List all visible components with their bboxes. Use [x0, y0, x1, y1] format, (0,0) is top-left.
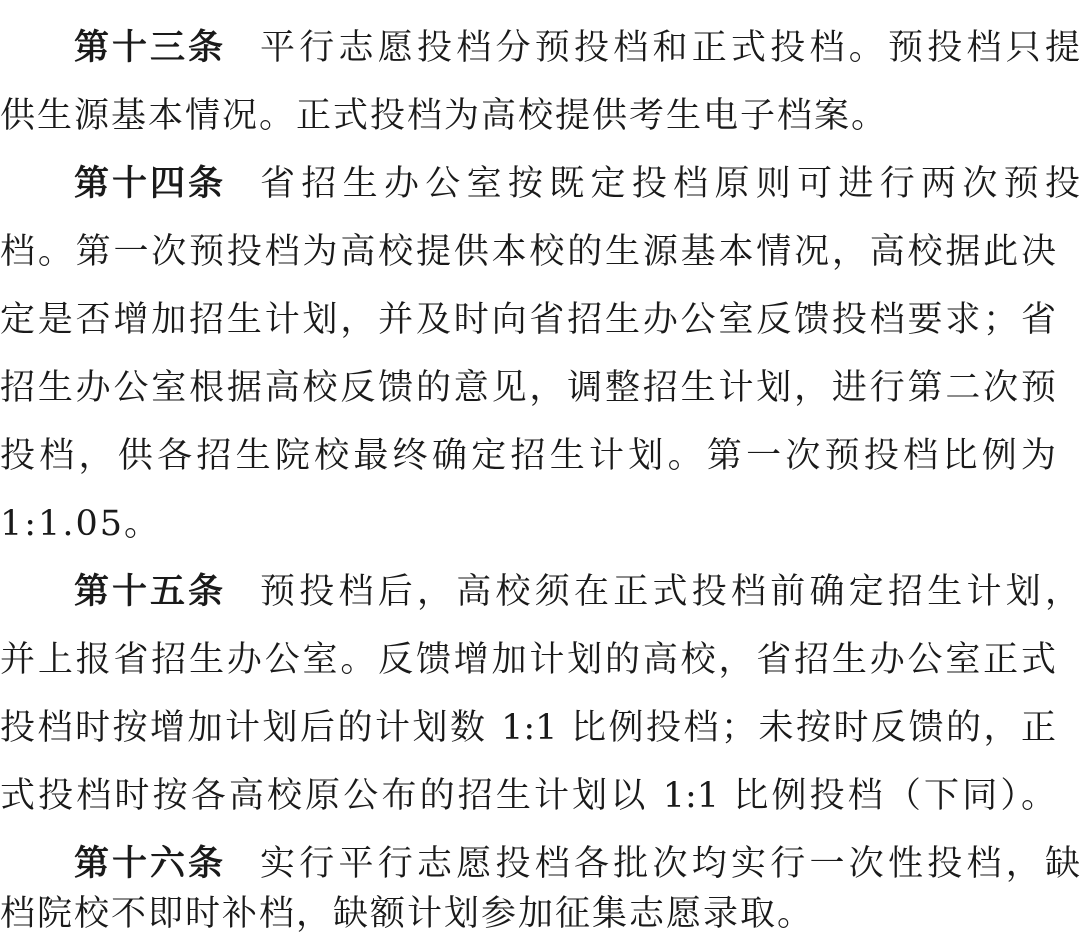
article-14-text-4: 招生办公室根据高校反馈的意见，调整招生计划，进行第二次预 — [0, 368, 1056, 408]
article-15-line-2 — [0, 626, 1080, 694]
article-14-line-6 — [0, 490, 1080, 558]
article-15-text-3: 投档时按增加计划后的计划数 1:1 比例投档；未按时反馈的，正 — [0, 708, 1056, 748]
article-14-line-2 — [0, 218, 1080, 286]
article-14-line-5 — [0, 422, 1080, 490]
article-14-text-5: 投档，供各招生院校最终确定招生计划。第一次预投档比例为 — [0, 436, 1056, 476]
article-15-line-1 — [0, 558, 1080, 626]
article-16-text-1: 实行平行志愿投档各批次均实行一次性投档，缺 — [260, 844, 1080, 884]
article-14-line-3 — [0, 286, 1080, 354]
article-16-line-2 — [0, 880, 1080, 948]
article-13-text-2: 供生源基本情况。正式投档为高校提供考生电子档案。 — [0, 96, 889, 136]
article-16-text-2: 档院校不即时补档，缺额计划参加征集志愿录取。 — [0, 894, 815, 934]
article-15-line-4 — [0, 762, 1080, 830]
article-14-line-4 — [0, 354, 1080, 422]
article-13-label: 第十三条 — [74, 27, 227, 68]
article-14-text-6: 1:1.05。 — [0, 504, 161, 544]
article-16-label: 第十六条 — [74, 843, 227, 884]
article-14-text-1: 省招生办公室按既定投档原则可进行两次预投 — [260, 164, 1080, 204]
article-13-line-2 — [0, 82, 1080, 150]
article-14-label: 第十四条 — [74, 163, 227, 204]
article-13-line-1 — [0, 14, 1080, 82]
article-15-label: 第十五条 — [74, 571, 227, 612]
article-14-line-1 — [0, 150, 1080, 218]
article-15-text-2: 并上报省招生办公室。反馈增加计划的高校，省招生办公室正式 — [0, 640, 1056, 680]
article-15-line-3 — [0, 694, 1080, 762]
article-14-text-2: 档。第一次预投档为高校提供本校的生源基本情况，高校据此决 — [0, 232, 1056, 272]
article-15-text-4: 式投档时按各高校原公布的招生计划以 1:1 比例投档（下同）。 — [0, 776, 1056, 816]
article-15-text-1: 预投档后，高校须在正式投档前确定招生计划， — [260, 572, 1080, 612]
article-14-text-3: 定是否增加招生计划，并及时向省招生办公室反馈投档要求；省 — [0, 300, 1056, 340]
article-13-text-1: 平行志愿投档分预投档和正式投档。预投档只提 — [260, 28, 1080, 68]
